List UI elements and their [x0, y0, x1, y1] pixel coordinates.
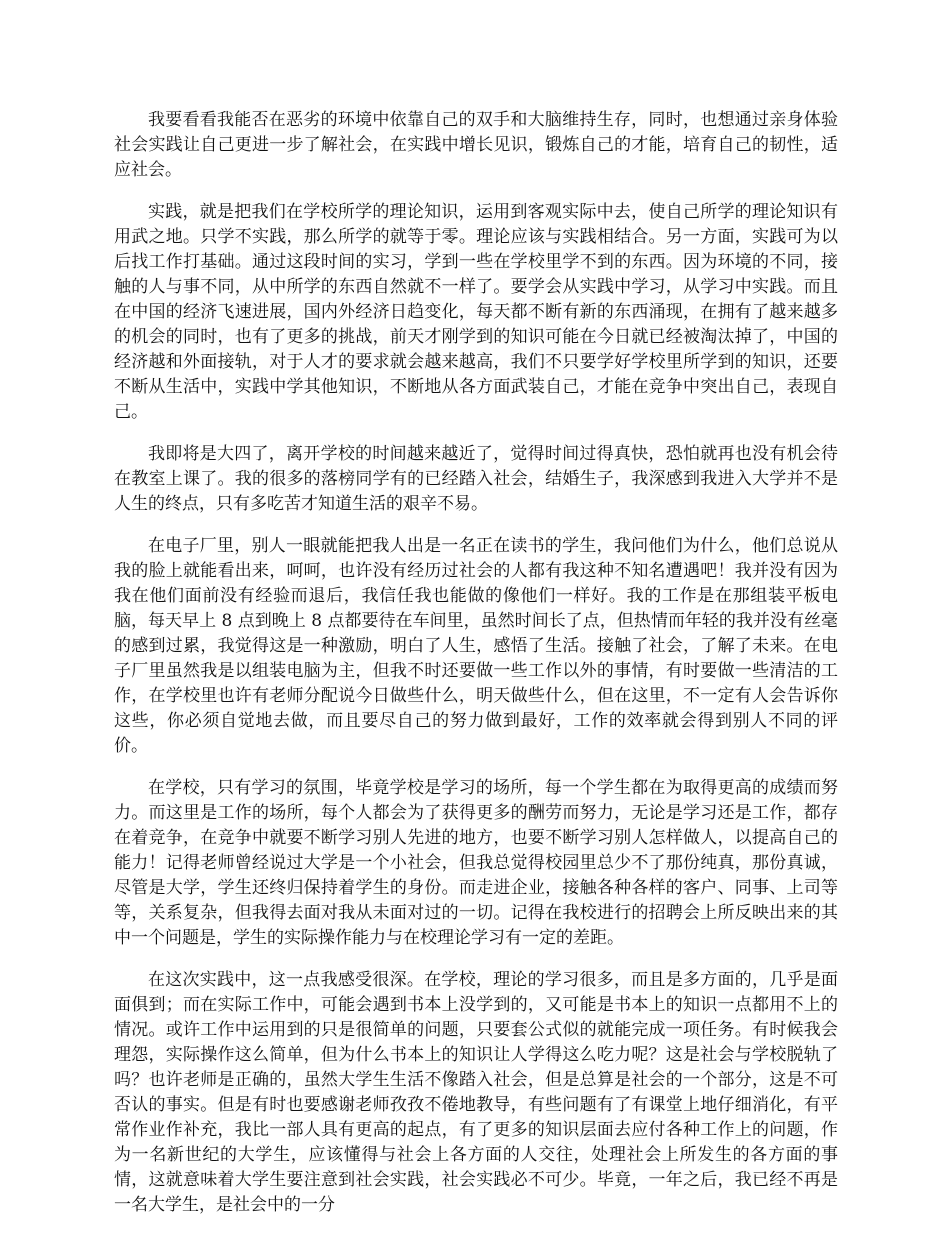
paragraph-5: 在学校，只有学习的氛围，毕竟学校是学习的场所，每一个学生都在为取得更高的成绩而努力。而这里是工作的场所，每个人都会为了获得更多的酬劳而努力，无论是学习还是工作，都存在着竞争，在竞争中就要不断学习别人先进的地方，也要不断学习别人怎样做人，以提高自己的能力！记得老师曾经说过大学是一个小社会，但我总觉得校园里总少不了那份纯真，那份真诚，尽管是大学，学生还终归保持着学生的身份。而走进企业，接触各种各样的客户、同事、上司等等，关系复杂，但我得去面对我从未面对过的一切。记得在我校进行的招聘会上所反映出来的其中一个问题是，学生的实际操作能力与在校理论学习有一定的差距。	[114, 778, 838, 948]
paragraph-6: 在这次实践中，这一点我感受很深。在学校，理论的学习很多，而且是多方面的，几乎是面面俱到；而在实际工作中，可能会遇到书本上没学到的，又可能是书本上的知识一点都用不上的情况。或许工作中运用到的只是很简单的问题，只要套公式似的就能完成一项任务。有时候我会理怨，实际操作这么简单，但为什么书本上的知识让人学得这么吃力呢？这是社会与学校脱轨了吗？也许老师是正确的，虽然大学生生活不像踏入社会，但是总算是社会的一个部分，这是不可否认的事实。但是有时也要感谢老师孜孜不倦地教导，有些问题有了有课堂上地仔细消化，有平常作业作补充，我比一部人具有更高的起点，有了更多的知识层面去应付各种工作上的问题，作为一名新世纪的大学生，应该懂得与社会上各方面的人交往，处理社会上所发生的各方面的事情，这就意味着大学生要注意到社会实践，社会实践必不可少。毕竟，一年之后，我已经不再是一名大学生，是社会中的一分	[114, 970, 838, 1215]
paragraph-2: 实践，就是把我们在学校所学的理论知识，运用到客观实际中去，使自己所学的理论知识有用武之地。只学不实践，那么所学的就等于零。理论应该与实践相结合。另一方面，实践可为以后找工作打基础。通过这段时间的实习，学到一些在学校里学不到的东西。因为环境的不同，接触的人与事不同，从中所学的东西自然就不一样了。要学会从实践中学习，从学习中实践。而且在中国的经济飞速进展，国内外经济日趋变化，每天都不断有新的东西涌现，在拥有了越来越多的机会的同时，也有了更多的挑战，前天才刚学到的知识可能在今日就已经被淘汰掉了，中国的经济越和外面接轨，对于人才的要求就会越来越高，我们不只要学好学校里所学到的知识，还要不断从生活中，实践中学其他知识，不断地从各方面武装自己，才能在竞争中突出自己，表现自己。	[114, 202, 838, 422]
document-body	[114, 108, 838, 1235]
paragraph-4: 在电子厂里，别人一眼就能把我人出是一名正在读书的学生，我问他们为什么，他们总说从我的脸上就能看出来，呵呵，也许没有经历过社会的人都有我这种不知名遭遇吧！我并没有因为我在他们面前没有经验而退后，我信任我也能做的像他们一样好。我的工作是在那组装平板电脑，每天早上 8 点到晚上 8 点都要待在车间里，虽然时间长了点，但热情而年轻的我并没有丝毫的感到过累，我觉得这是一种激励，明白了人生，感悟了生活。接触了社会，了解了未来。在电子厂里虽然我是以组装电脑为主，但我不时还要做一些工作以外的事情，有时要做一些清洁的工作，在学校里也许有老师分配说今日做些什么，明天做些什么，但在这里，不一定有人会告诉你这些，你必须自觉地去做，而且要尽自己的努力做到最好，工作的效率就会得到别人不同的评价。	[114, 536, 838, 756]
paragraph-1: 我要看看我能否在恶劣的环境中依靠自己的双手和大脑维持生存，同时，也想通过亲身体验社会实践让自己更进一步了解社会，在实践中增长见识，锻炼自己的才能，培育自己的韧性，适应社会。	[114, 110, 838, 180]
paragraph-3: 我即将是大四了，离开学校的时间越来越近了，觉得时间过得真快，恐怕就再也没有机会待在教室上课了。我的很多的落榜同学有的已经踏入社会，结婚生子，我深感到我进入大学并不是人生的终点，只有多吃苦才知道生活的艰辛不易。	[114, 444, 838, 514]
